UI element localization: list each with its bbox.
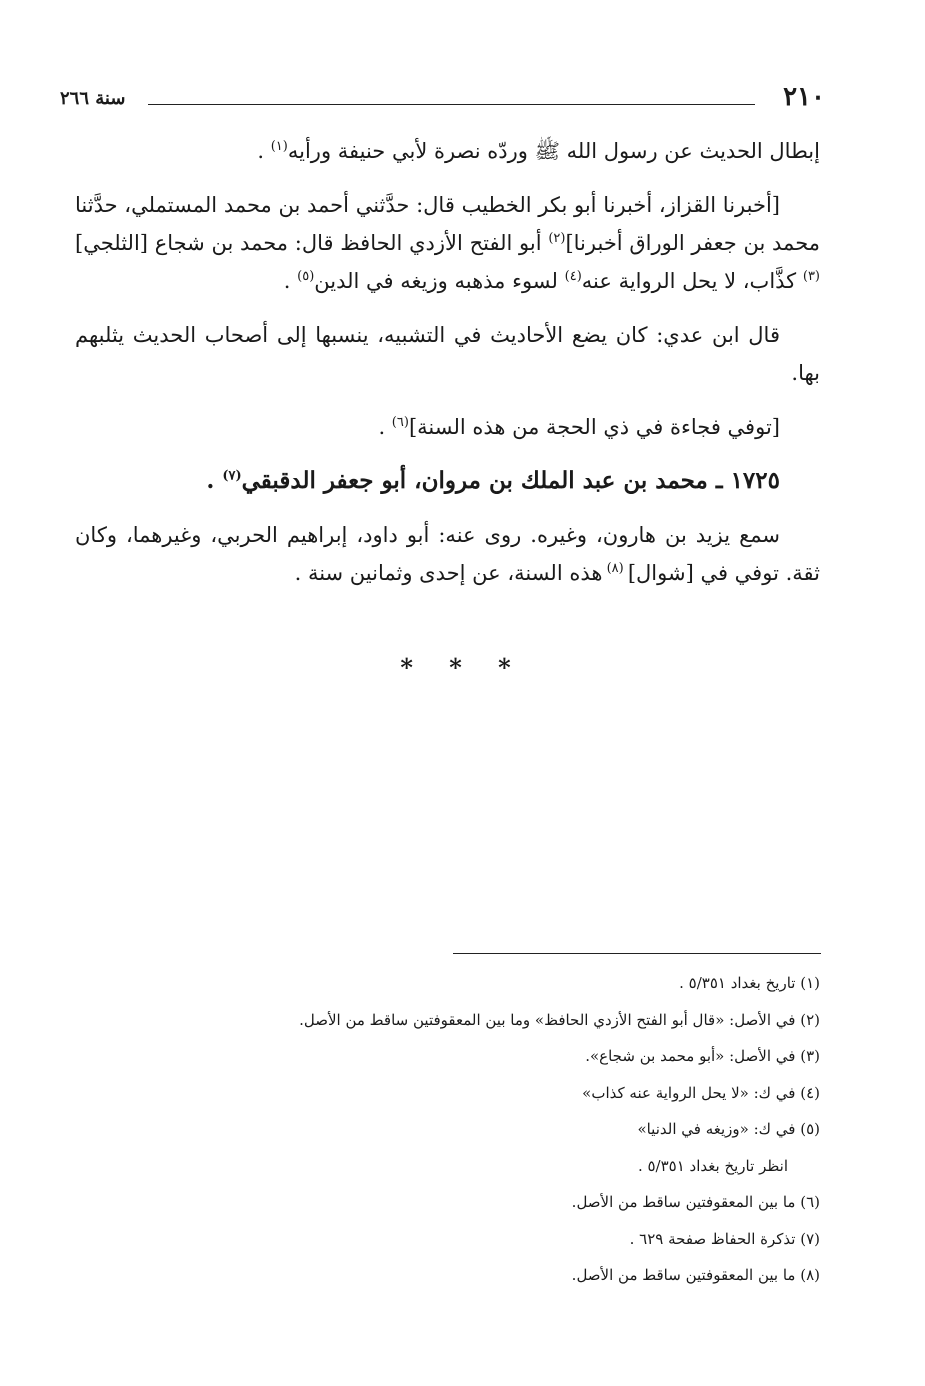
footnote-3: (٣) في الأصل: «أبو محمد بن شجاع».	[585, 1047, 820, 1065]
paragraph-1-tail: .	[257, 139, 271, 163]
entry-heading-tail: .	[206, 467, 223, 494]
footnote-6: (٦) ما بين المعقوفتين ساقط من الأصل.	[571, 1193, 820, 1211]
paragraph-2-seg1: [أخبرنا القزاز، أخبرنا أبو بكر الخطيب قال: حدَّثني أحمد بن محمد المستملي، حدَّثنا محمد بن جعفر الوراق أخبرنا]	[75, 193, 820, 255]
section-separator-stars: * * *	[400, 653, 525, 682]
footnote-4: (٤) في ك: «لا يحل الرواية عنه كذاب»	[582, 1083, 820, 1102]
paragraph-4	[75, 408, 820, 446]
footnote-ref-8: (٨)	[602, 561, 628, 576]
paragraph-5	[75, 516, 820, 592]
paragraph-3	[75, 316, 820, 392]
footnote-ref-5: (٥)	[297, 269, 315, 284]
paragraph-5-seg2: هذه السنة، عن إحدى وثمانين سنة .	[294, 561, 603, 585]
paragraph-5-seg1: سمع يزيد بن هارون، وغيره. روى عنه: أبو داود، إبراهيم الحربي، وغيرهما، وكان ثقة. توفي في [شوال]	[75, 523, 820, 585]
footnote-ref-4: (٤)	[564, 269, 582, 284]
paragraph-2-seg2: أبو الفتح الأزدي الحافظ قال: محمد بن شجاع [الثلجي]	[75, 231, 549, 255]
footnote-ref-6: (٦)	[391, 415, 409, 430]
footnote-5-continuation: انظر تاريخ بغداد ٥/٣٥١ .	[637, 1156, 788, 1175]
paragraph-1-text: إبطال الحديث عن رسول الله ﷺ وردّه نصرة لأبي حنيفة ورأيه	[287, 139, 820, 163]
footnote-7: (٧) تذكرة الحفاظ صفحة ٦٢٩ .	[629, 1229, 820, 1248]
paragraph-3-text: قال ابن عدي: كان يضع الأحاديث في التشبيه، ينسبها إلى أصحاب الحديث يثلبهم بها.	[75, 323, 820, 385]
footnote-2: (٢) في الأصل: «قال أبو الفتح الأزدي الحافظ» وما بين المعقوفتين ساقط من الأصل.	[299, 1010, 820, 1029]
paragraph-4-text: [توفي فجاءة في ذي الحجة من هذه السنة]	[408, 415, 780, 439]
main-text	[75, 132, 820, 608]
paragraph-2	[75, 186, 820, 300]
footnote-rule	[453, 953, 821, 954]
footnote-ref-7: (٧)	[222, 468, 242, 484]
page-header	[60, 82, 825, 122]
paragraph-2-tail: .	[283, 269, 298, 293]
footnotes	[75, 965, 820, 1294]
footnote-ref-2: (٢)	[548, 231, 566, 246]
page-number: ٢١٠	[783, 82, 825, 112]
footnote-8: (٨) ما بين المعقوفتين ساقط من الأصل.	[571, 1266, 820, 1284]
entry-heading-text: ١٧٢٥ ـ محمد بن عبد الملك بن مروان، أبو جعفر الدقبقي	[241, 467, 780, 494]
paragraph-2-seg3: كذَّاب، لا يحل الرواية عنه	[581, 269, 803, 293]
paragraph-2-seg4: لسوء مذهبه وزيغه في الدين	[314, 269, 565, 293]
footnote-5: (٥) في ك: «وزيغه في الدنيا»	[637, 1120, 820, 1138]
footnote-ref-1: (١)	[270, 139, 288, 154]
header-rule	[148, 104, 755, 105]
paragraph-1	[75, 132, 820, 170]
footnote-ref-3: (٣)	[802, 269, 820, 284]
biography-entry-heading	[75, 462, 820, 500]
footnote-1: (١) تاريخ بغداد ٥/٣٥١ .	[679, 974, 820, 992]
running-head: سنة ٢٦٦	[60, 88, 126, 109]
paragraph-4-tail: .	[378, 415, 392, 439]
